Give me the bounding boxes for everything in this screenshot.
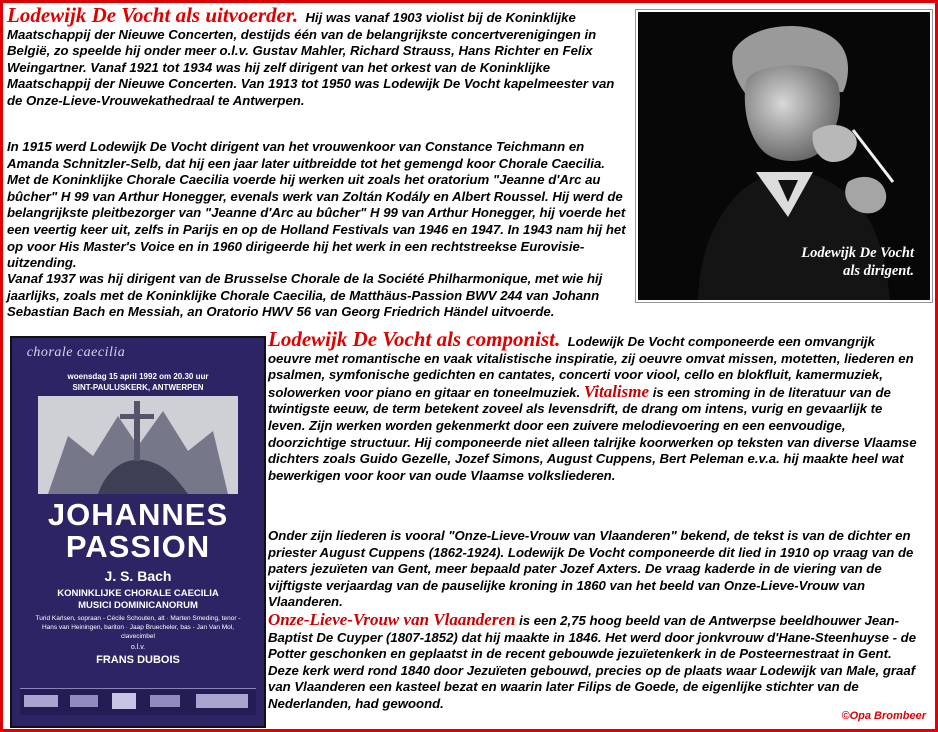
section1-lead-block: [7, 3, 629, 110]
olv-term: Onze-Lieve-Vrouw van Vlaanderen: [268, 610, 516, 629]
vitalisme-term: Vitalisme: [583, 381, 650, 401]
photo-caption: [801, 244, 914, 280]
poster-venue: SINT-PAULUSKERK, ANTWERPEN: [72, 383, 204, 392]
photo-caption-line1: Lodewijk De Vocht: [801, 245, 914, 261]
poster-direction-label: o.l.v.: [130, 644, 146, 651]
poster-title-line1: JOHANNES: [47, 497, 229, 532]
poster-artwork: [38, 396, 238, 494]
section2-paragraph-3: [268, 612, 920, 713]
sponsor-logo-5: [196, 694, 248, 708]
olv-description: is een 2,75 hoog beeld van de Antwerpse beeldhouwer Jean-Baptist De Cuyper (1807-1852) dat hij maakte in 1846. Het werd door jonkvrouw d'Hane-Steenhuyse - de Potter geschonken en geplaatst in de recent gebouwde jezuïetenkerk in de Posteernestraat in Gent. Deze kerk werd rond 1840 door Jezuïeten gebouwd, precies op de plaats waar Lodewijk van Male, graaf van Vlaanderen een kasteel bezat en waarin later Filips de Goede, de eigenlijke stichter van de Nederlanden, had gewoond.: [268, 613, 917, 711]
poster-composer: J. S. Bach: [104, 568, 172, 584]
sponsor-logo-1: [24, 695, 58, 707]
section1-heading: Lodewijk De Vocht als uitvoerder.: [7, 3, 299, 27]
section2-lead: Lodewijk De Vocht componeerde een omvangrijk oeuvre met romantische en vaak vitalistische inspiratie, zij oeuvre omvat missen, motetten, liederen en psalmen, symfonische gedichten en cantates, concerti voor viool, cello en blokfluit, kamermuziek, solowerken voor piano en gitaar en toneelmuziek.: [268, 334, 914, 400]
poster-conductor: FRANS DUBOIS: [96, 654, 180, 666]
copyright-credit: ©Opa Brombeer: [841, 710, 926, 722]
section1-paragraph-3: Vanaf 1937 was hij dirigent van de Brusselse Chorale de la Société Philharmonique, met wie hij jaarlijks, zoals met de Koninklijke Chorale Caecilia, de Matthäus-Passion BWV 244 van Johann Sebastian Bach en Messiah, an Oratorio HWV 56 van Georg Friedrich Händel uitvoerde.: [7, 271, 603, 320]
conductor-photo: [636, 10, 932, 302]
photo-caption-line2: als dirigent.: [843, 263, 914, 279]
sponsor-logo-4: [150, 695, 180, 707]
poster-soloists: Turid Karlsen, sopraan - Cécile Schouten, alt · Marten Smeding, tenor - Hans van Heiningen, bariton · Jaap Bruecheler, bas - Jan Van Mol, clavecimbel: [35, 615, 241, 640]
section1-paragraph-2: In 1915 werd Lodewijk De Vocht dirigent van het vrouwenkoor van Constance Teichmann en Amanda Schnitzler-Selb, dat hij een jaar later uitbreidde tot het gemengd koor Chorale Caecilia. Met de Koninklijke Chorale Caecilia voerde hij werken uit zoals het oratorium "Jeanne d'Arc au bûcher" H 99 van Arthur Honegger, evenals werk van Zoltán Kodály en Albert Roussel. Hij werd de belangrijkste pleitbezorger van "Jeanne d'Arc au bûcher" H 99 van Arthur Honegger, hij voerde het een veertig keer uit, zelfs in Parijs en op de Holland Festivals van 1946 en 1947. In 1943 nam hij het op voor His Master's Voice en in 1960 dirigeerde hij het werk in een rechtstreekse Eurovisie-uitzending.: [7, 139, 626, 271]
concert-poster: [10, 336, 266, 728]
poster-ensemble: MUSICI DOMINICANORUM: [78, 600, 198, 611]
poster-sponsor-strip: [20, 688, 256, 715]
poster-choir: KONINKLIJKE CHORALE CAECILIA: [57, 588, 219, 599]
poster-date: woensdag 15 april 1992 om 20.30 uur: [67, 372, 209, 381]
sponsor-logo-3: [112, 693, 136, 709]
section1-lead: Hij was vanaf 1903 violist bij de Koninklijke Maatschappij der Nieuwe Concerten, destijds één van de belangrijkste concertverenigingen in België, zo speelde hij onder meer o.l.v. Gustav Mahler, Richard Strauss, Hans Richter en Felix Weingartner. Vanaf 1921 tot 1934 was hij zelf dirigent van het orkest van de Koninklijke Maatschappij der Nieuwe Concerten. Van 1913 tot 1950 was Lodewijk De Vocht kapelmeester van de Onze-Lieve-Vrouwekathedraal te Antwerpen.: [7, 10, 615, 108]
section2-lead-block: [268, 327, 920, 484]
vitalisme-definition: is een stroming in de literatuur van de twintigste eeuw, de term betekent zoveel als levensdrift, de drang om intens, vurig en gevaarlijk te leven. Zijn werken worden gekenmerkt door een zuivere melodievoering en een eenvoudige, doorzichtige structuur. Hij componeerde niet alleen talrijke koorwerken op teksten van diverse Vlaamse dichters zoals Guido Gezelle, Jozef Simons, August Cuppens, Bert Peleman e.v.a. hij maakte heel wat bewerkigen voor koor van oude Vlaamse volksliederen.: [268, 384, 917, 483]
section2-paragraph-2: Onder zijn liederen is vooral "Onze-Lieve-Vrouw van Vlaanderen" bekend, de tekst is van de dichter en priester August Cuppens (1862-1924). Lodewijk De Vocht componeerde dit lied in 1910 op vraag van de paters jezuïeten van Gent, meer bepaald pater Jozef Axters. De vraag kaderde in de viering van de vijftigste verjaardag van de pauselijke kroning in 1860 van het beeld van Onze-Lieve-Vrouw van Vlaanderen.: [268, 528, 914, 610]
section2-heading: Lodewijk De Vocht als componist.: [268, 327, 561, 351]
poster-title-line2: PASSION: [65, 529, 211, 564]
poster-logo: chorale caecilia: [26, 345, 126, 360]
sponsor-logo-2: [70, 695, 98, 707]
